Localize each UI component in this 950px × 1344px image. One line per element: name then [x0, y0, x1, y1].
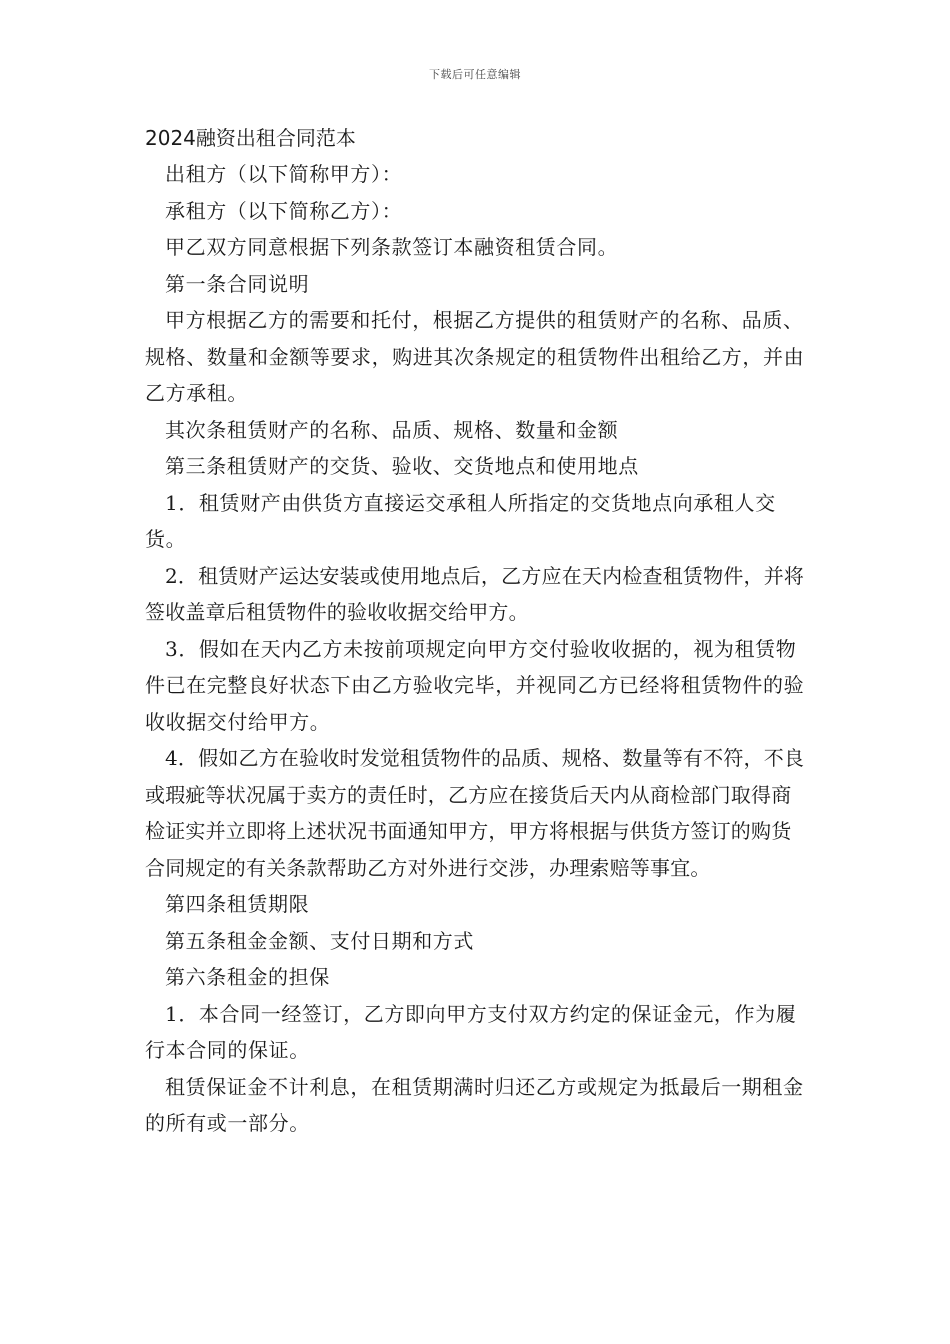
document-title: 2024融资出租合同范本 — [145, 126, 356, 150]
article-3-item-1: 1．租赁财产由供货方直接运交承租人所指定的交货地点向承租人交货。 — [145, 490, 776, 551]
header-note: 下载后可任意编辑 — [429, 68, 521, 81]
article-5-heading: 第五条租金金额、支付日期和方式 — [165, 928, 474, 953]
article-2-heading: 其次条租赁财产的名称、品质、规格、数量和金额 — [165, 417, 619, 442]
article-3-item-3: 3．假如在天内乙方未按前项规定向甲方交付验收收据的，视为租赁物件已在完整良好状态下由乙方验收完毕，并视同乙方已经将租赁物件的验收收据交付给甲方。 — [145, 636, 805, 734]
document-body — [145, 120, 810, 1142]
article-3-item-2: 2．租赁财产运达安装或使用地点后，乙方应在天内检查租赁物件，并将签收盖章后租赁物件的验收收据交给甲方。 — [145, 563, 805, 624]
paragraph-lessee: 承租方（以下简称乙方）： — [165, 198, 403, 223]
article-3-heading: 第三条租赁财产的交货、验收、交货地点和使用地点 — [165, 454, 639, 478]
article-3-item-4: 4．假如乙方在验收时发觉租赁物件的品质、规格、数量等有不符，不良或瑕疵等状况属于卖方的责任时，乙方应在接货后天内从商检部门取得商检证实并立即将上述状况书面通知甲方，甲方将根据与供货方签订的购货合同规定的有关条款帮助乙方对外进行交涉，办理索赔等事宜。 — [145, 746, 805, 880]
article-6-item-1: 1．本合同一经签订，乙方即向甲方支付双方约定的保证金元，作为履行本合同的保证。 — [145, 1001, 797, 1062]
paragraph-agreement: 甲乙双方同意根据下列条款签订本融资租赁合同。 — [165, 235, 619, 259]
article-6-deposit-note: 租赁保证金不计利息，在租赁期满时归还乙方或规定为抵最后一期租金的所有或一部分。 — [145, 1074, 804, 1135]
article-1-heading: 第一条合同说明 — [165, 271, 310, 296]
article-6-heading: 第六条租金的担保 — [165, 965, 330, 989]
article-1-body: 甲方根据乙方的需要和托付，根据乙方提供的租赁财产的名称、品质、规格、数量和金额等要求，购进其次条规定的租赁物件出租给乙方，并由乙方承租。 — [145, 308, 805, 405]
paragraph-lessor: 出租方（以下简称甲方）： — [165, 162, 403, 186]
article-4-heading: 第四条租赁期限 — [165, 892, 310, 916]
